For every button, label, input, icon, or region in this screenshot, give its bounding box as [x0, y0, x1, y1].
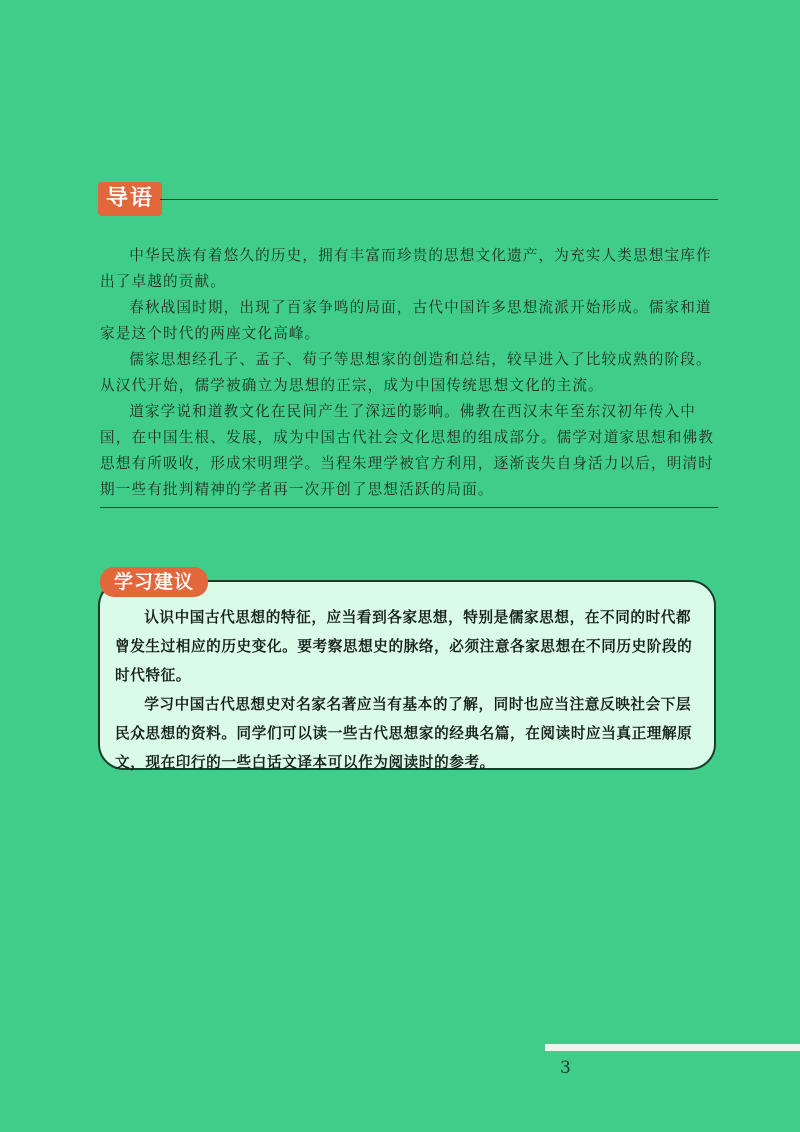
study-suggestion-body — [115, 603, 705, 777]
study-suggestion-badge: 学习建议 — [100, 567, 208, 597]
intro-paragraph: 儒家思想经孔子、孟子、荀子等思想家的创造和总结，较早进入了比较成熟的阶段。从汉代开始，儒学被确立为思想的正宗，成为中国传统思想文化的主流。 — [100, 351, 712, 394]
footer-bar — [545, 1044, 800, 1051]
page-number: 3 — [560, 1058, 571, 1078]
intro-heading-rule — [160, 199, 718, 200]
intro-paragraph: 春秋战国时期，出现了百家争鸣的局面，古代中国许多思想流派开始形成。儒家和道家是这个时代的两座文化高峰。 — [100, 299, 712, 342]
study-paragraph: 学习中国古代思想史对名家名著应当有基本的了解，同时也应当注意反映社会下层民众思想的资料。同学们可以读一些古代思想家的经典名篇，在阅读时应当真正理解原文，现在印行的一些白话文译本可以作为阅读时的参考。 — [115, 696, 693, 771]
intro-heading-badge: 导语 — [98, 182, 162, 216]
intro-bottom-rule — [100, 507, 718, 508]
intro-paragraph: 道家学说和道教文化在民间产生了深远的影响。佛教在西汉末年至东汉初年传入中国，在中国生根、发展，成为中国古代社会文化思想的组成部分。儒学对道家思想和佛教思想有所吸收，形成宋明理学。当程朱理学被官方利用，逐渐丧失自身活力以后，明清时期一些有批判精神的学者再一次开创了思想活跃的局面。 — [100, 403, 715, 498]
intro-paragraph: 中华民族有着悠久的历史，拥有丰富而珍贵的思想文化遗产，为充实人类思想宝库作出了卓越的贡献。 — [100, 247, 712, 290]
study-paragraph: 认识中国古代思想的特征，应当看到各家思想，特别是儒家思想，在不同的时代都曾发生过相应的历史变化。要考察思想史的脉络，必须注意各家思想在不同历史阶段的时代特征。 — [115, 609, 693, 684]
intro-body — [100, 243, 722, 503]
